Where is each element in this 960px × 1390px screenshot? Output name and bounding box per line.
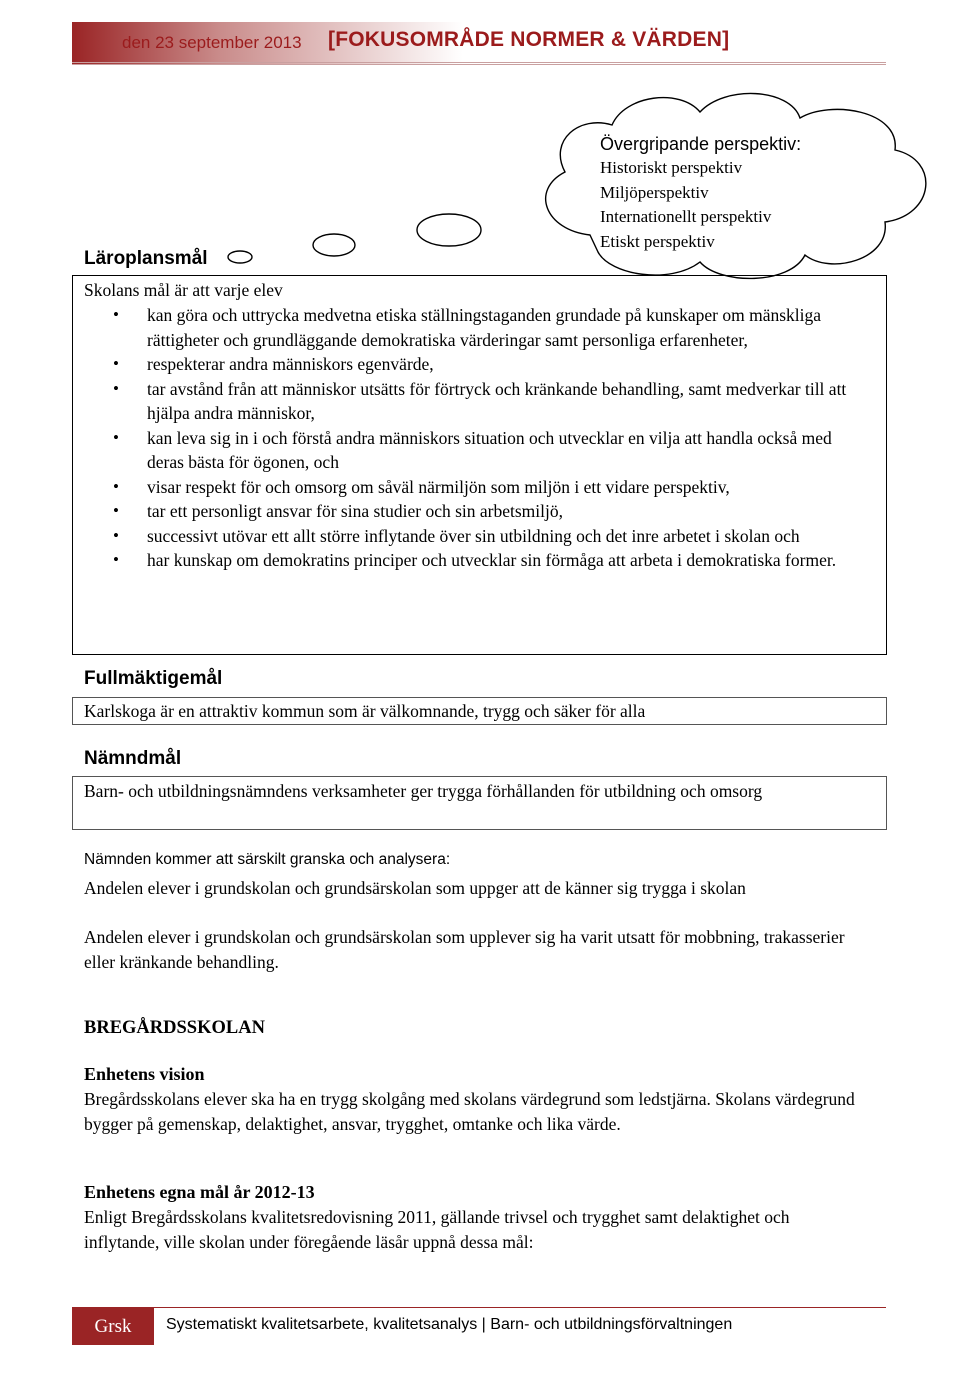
footer-text: Systematiskt kvalitetsarbete, kvalitetsanalys | Barn- och utbildningsförvaltningen: [166, 1316, 733, 1333]
header-title: [FOKUSOMRÅDE NORMER & VÄRDEN]: [328, 28, 730, 51]
fullmaktige-box: [72, 697, 887, 725]
footer-divider: [72, 1307, 886, 1308]
goals-text: Enligt Bregårdsskolans kvalitetsredovisning 2011, gällande trivsel och trygghet samt delaktighet och inflytande, ville skolan under föregående läsår uppnå dessa mål:: [84, 1207, 790, 1252]
list-item: • kan göra och uttrycka medvetna etiska ställningstaganden grundade på kunskaper om mänskliga rättigheter och grundläggande demokratiska värderingar samt personliga erfarenheter,: [73, 303, 873, 352]
cloud-item-international: Internationellt perspektiv: [600, 207, 772, 226]
namnd-heading: Nämndmål: [84, 748, 182, 769]
cloud-item-historical: Historiskt perspektiv: [600, 158, 743, 177]
vision-heading: Enhetens vision: [84, 1064, 205, 1084]
fullmaktige-heading: Fullmäktigemål: [84, 668, 223, 689]
footer-badge: Grsk: [72, 1307, 154, 1345]
namnd-subheading: Nämnden kommer att särskilt granska och analysera:: [84, 851, 451, 868]
laroplan-box: [72, 275, 887, 655]
cloud-title: Övergripande perspektiv:: [600, 134, 802, 154]
header-date: den 23 september 2013: [122, 33, 302, 52]
laroplan-intro: Skolans mål är att varje elev: [84, 280, 283, 300]
list-item: • tar avstånd från att människor utsätts för förtryck och kränkande behandling, samt medverkar till att hjälpa andra människor,: [73, 377, 873, 426]
cloud-item-ethical: Etiskt perspektiv: [600, 231, 715, 251]
fullmaktige-text: Karlskoga är en attraktiv kommun som är välkomnande, trygg och säker för alla: [84, 701, 646, 721]
namnd-line-2: Andelen elever i grundskolan och grundsärskolan som upplever sig ha varit utsatt för mobbning, trakasserier eller kränkande behandling.: [84, 927, 845, 972]
goals-heading: Enhetens egna mål år 2012-13: [84, 1182, 315, 1202]
laroplan-heading: Läroplansmål: [84, 248, 208, 269]
list-item: • kan leva sig in i och förstå andra människors situation och utvecklar en vilja att handla också med deras bästa för ögonen, och: [73, 426, 873, 475]
list-item: • respekterar andra människors egenvärde,: [73, 352, 873, 377]
school-name: BREGÅRDSSKOLAN: [84, 1018, 265, 1038]
cloud-content: [600, 132, 801, 254]
namnd-line-1: Andelen elever i grundskolan och grundsärskolan som uppger att de känner sig trygga i skolan: [84, 878, 746, 898]
cloud-item-environment: Miljöperspektiv: [600, 182, 709, 202]
namnd-box: [72, 776, 887, 830]
list-item: • visar respekt för och omsorg om såväl närmiljön som miljön i ett vidare perspektiv,: [73, 475, 873, 500]
namnd-text: Barn- och utbildningsnämndens verksamheter ger trygga förhållanden för utbildning och omsorg: [84, 781, 763, 801]
list-item: • successivt utövar ett allt större inflytande över sin utbildning och det inre arbetet i skolan och: [73, 524, 873, 549]
laroplan-list: [73, 303, 873, 573]
list-item: • har kunskap om demokratins principer och utvecklar sin förmåga att arbeta i demokratiska former.: [73, 548, 873, 573]
list-item: • tar ett personligt ansvar för sina studier och sin arbetsmiljö,: [73, 499, 873, 524]
vision-text: Bregårdsskolans elever ska ha en trygg skolgång med skolans värdegrund som ledstjärna. Skolans värdegrund bygger på gemenskap, delaktighet, ansvar, trygghet, omtanke och lika värde.: [84, 1089, 855, 1134]
